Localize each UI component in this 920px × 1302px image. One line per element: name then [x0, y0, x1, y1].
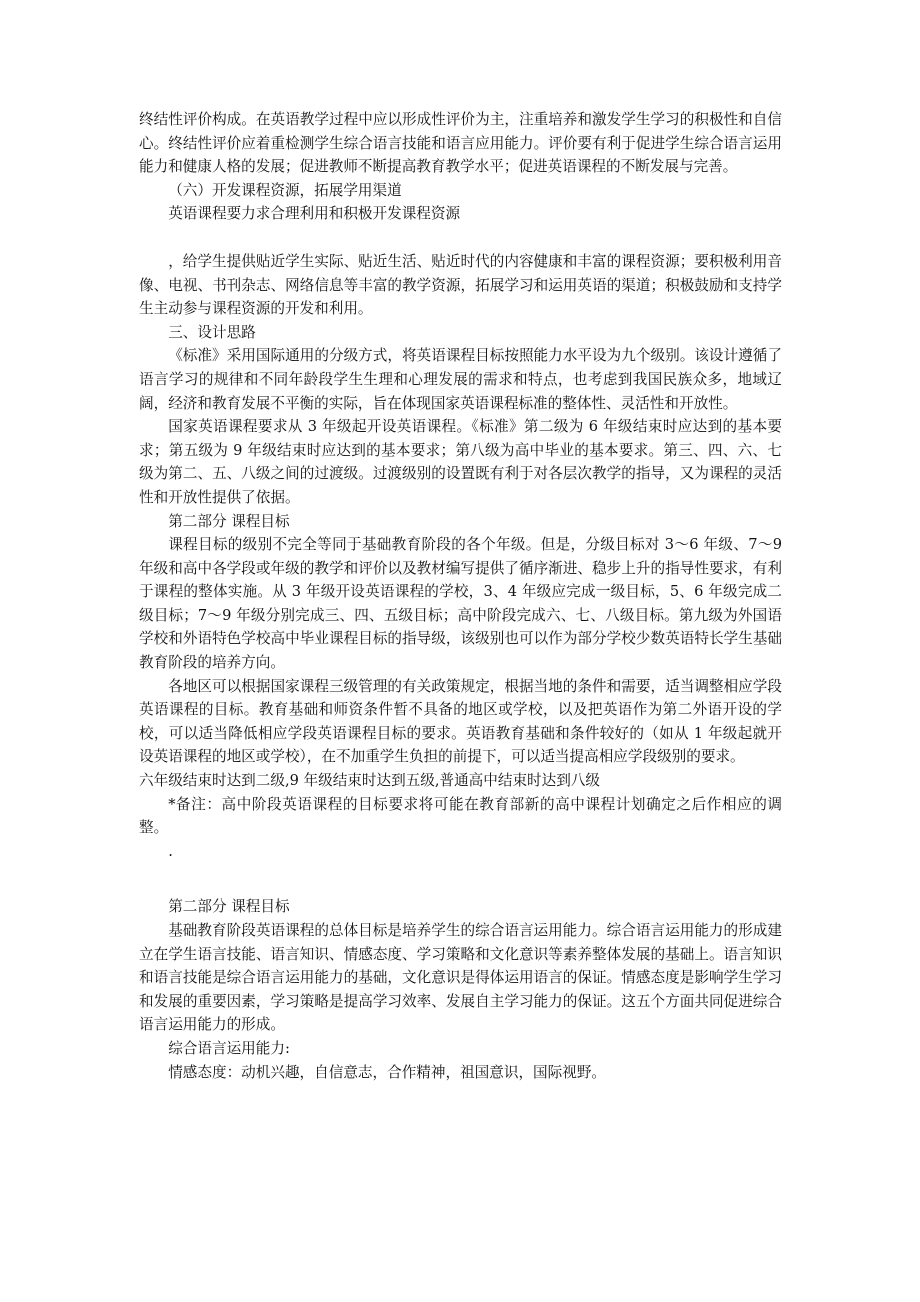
document-body — [139, 108, 782, 1084]
paragraph-national-requirements: 国家英语课程要求从 3 年级起开设英语课程。《标准》第二级为 6 年级结束时应达到的基本要求；第五级为 9 年级结束时应达到的基本要求；第八级为高中毕业的基本要求。第三、四、六、七级为第二、五、八级之间的过渡级。过渡级别的设置既有利于对各层次教学的指导，又为课程的灵活性和开放性提供了依据。 — [139, 418, 782, 506]
heading-design-ideas: 三、设计思路 — [168, 323, 256, 341]
heading-part-two: 第二部分 课程目标 — [168, 512, 290, 530]
paragraph-standard-levels: 《标准》采用国际通用的分级方式，将英语课程目标按照能力水平设为九个级别。该设计遵循了语言学习的规律和不同年龄段学生生理和心理发展的需求和特点，也考虑到我国民族众多，地域辽阔，经济和教育发展不平衡的实际，旨在体现国家英语课程标准的整体性、灵活性和开放性。 — [139, 347, 782, 412]
paragraph-regional-adjustment: 各地区可以根据国家课程三级管理的有关政策规定，根据当地的条件和需要，适当调整相应学段英语课程的目标。教育基础和师资条件暂不具备的地区或学校，以及把英语作为第二外语开设的学校，可以适当降低相应学段英语课程目标的要求。英语教育基础和条件较好的（如从 1 年级起就开设英语课程的地区或学校），在不加重学生负担的前提下，可以适当提高相应学段级别的要求。 — [139, 677, 782, 766]
blank-line — [139, 226, 782, 250]
paragraph-language-ability: 综合语言运用能力: — [168, 1039, 290, 1057]
heading-part-two-repeat: 第二部分 课程目标 — [168, 898, 290, 916]
paragraph-evaluation: 终结性评价构成。在英语教学过程中应以形成性评价为主，注重培养和激发学生学习的积极性和自信心。终结性评价应着重检测学生综合语言技能和语言应用能力。评价要有利于促进学生综合语言运用能力和健康人格的发展；促进教师不断提高教育教学水平；促进英语课程的不断发展与完善。 — [139, 111, 782, 176]
paragraph-note: *备注：高中阶段英语课程的目标要求将可能在教育部新的高中课程计划确定之后作相应的调整。 — [139, 795, 782, 837]
paragraph-resources-detail: ，给学生提供贴近学生实际、贴近生活、贴近时代的内容健康和丰富的课程资源；要积极利用音像、电视、书刊杂志、网络信息等丰富的教学资源，拓展学习和运用英语的渠道；积极鼓励和支持学生主动参与课程资源的开发和利用。 — [139, 252, 782, 318]
paragraph-level-goals: 课程目标的级别不完全等同于基础教育阶段的各个年级。但是，分级目标对 3～6 年级、7～9 年级和高中各学段或年级的教学和评价以及教材编写提供了循序渐进、稳步上升的指导性要求，有利于课程的整体实施。从 3 年级开设英语课程的学校，3、4 年级应完成一级目标，5、6 年级完成二级目标；7～9 年级分别完成三、四、五级目标；高中阶段完成六、七、八级目标。第九级为外国语学校和外语特色学校高中毕业课程目标的指导级，该级别也可以作为部分学校少数英语特长学生基础教育阶段的培养方向。 — [139, 536, 782, 672]
blank-line — [139, 863, 782, 895]
paragraph-emotional-attitude: 情感态度：动机兴趣，自信意志，合作精神，祖国意识，国际视野。 — [168, 1063, 607, 1081]
heading-course-resources: （六）开发课程资源，拓展学用渠道 — [168, 181, 402, 199]
paragraph-grade-levels: 六年级结束时达到二级,9 年级结束时达到五级,普通高中结束时达到八级 — [139, 772, 601, 790]
paragraph-overall-goal: 基础教育阶段英语课程的总体目标是培养学生的综合语言运用能力。综合语言运用能力的形成建立在学生语言技能、语言知识、情感态度、学习策略和文化意识等素养整体发展的基础上。语言知识和语言技能是综合语言运用能力的基础，文化意识是得体运用语言的保证。情感态度是影响学生学习和发展的重要因素，学习策略是提高学习效率、发展自主学习能力的保证。这五个方面共同促进综合语言运用能力的形成。 — [139, 922, 782, 1034]
paragraph-resources-intro: 英语课程要力求合理利用和积极开发课程资源 — [168, 205, 461, 223]
paragraph-dot: . — [168, 842, 173, 860]
